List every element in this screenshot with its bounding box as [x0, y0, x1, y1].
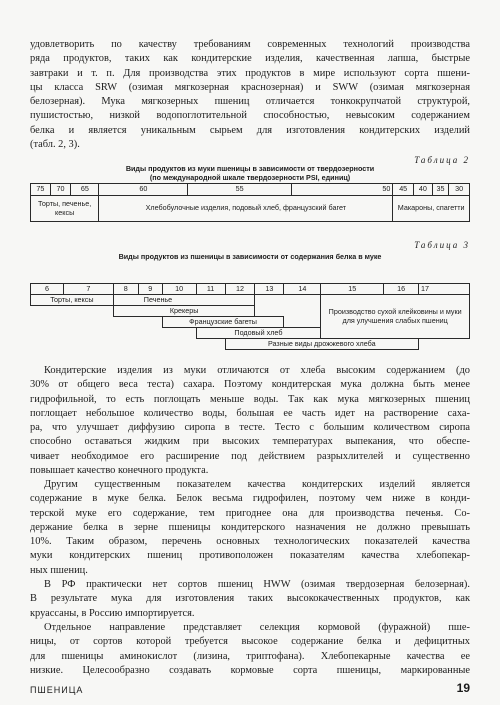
text-line: белозерная). Мука мягкозерных пшениц отличается тонкокрупчатой структурой,	[30, 96, 470, 108]
empty-cell	[31, 317, 163, 328]
table-3-caption: Виды продуктов из пшеницы в зависимости от содержания белка в муке	[118, 252, 382, 261]
header-cell: 60	[99, 184, 188, 196]
header-cell: 45	[393, 184, 414, 196]
table-cell: Торты, кексы	[31, 295, 114, 306]
header-cell: 13	[255, 284, 284, 295]
text-line: муки кондитерских пшениц противоположен показателям качества хлебопекар-	[30, 550, 470, 562]
text-line: ра, что улучшает диффузию сиропа в тесте. Тесто с большим количеством сиропа	[30, 422, 470, 434]
text-line: В РФ практически нет сортов пшениц HWW (озимая твердозерная белозерная).	[44, 579, 470, 590]
header-cell: 30	[449, 184, 470, 196]
table-cell: Хлебобулочные изделия, подовый хлеб, французский багет	[99, 196, 393, 222]
table-2-label: Таблица 2	[414, 155, 470, 165]
text-line: для пшеницы аминокислот (лизина, триптофана). Хлебопекарные качества ее	[30, 650, 470, 662]
table-2-caption	[30, 164, 470, 182]
page-number: 19	[456, 681, 470, 695]
text-line: чивает необходимое его расширение под действием разрыхлителей и существенно	[30, 450, 470, 462]
text-line: терской муке его содержание, тем пригоднее она для производства печенья. Со-	[30, 507, 470, 519]
text-line: (табл. 2, 3).	[30, 139, 80, 151]
header-cell: 15	[321, 284, 384, 295]
paragraph-1	[30, 38, 470, 152]
header-cell: 14	[284, 284, 321, 295]
header-cell: 65	[71, 184, 99, 196]
header-cell: 9	[138, 284, 162, 295]
text-line: ряда продуктов, таких как кондитерские изделия, качественная лапша, быстрые	[30, 53, 470, 65]
running-footer-title: ПШЕНИЦА	[30, 685, 84, 695]
empty-cell	[284, 317, 321, 328]
text-line: В результате мука для изготовления таких высококачественных продуктов, как	[30, 593, 470, 605]
caption-line: Виды продуктов из муки пшеницы в зависимости от твердозерности	[125, 164, 375, 173]
header-cell: 70	[50, 184, 71, 196]
text-line: ных пшениц.	[30, 564, 88, 576]
text-line: содержание в муке белка. Белок весьма гидрофилен, поэтому чем ниже в конди-	[30, 493, 470, 505]
text-line: 30% от общего веса теста) сахара. Поэтому кондитерская мука должна быть менее	[30, 379, 470, 391]
empty-cell	[31, 328, 197, 339]
header-cell: 40	[414, 184, 433, 196]
header-cell: 16	[384, 284, 419, 295]
text-line: Отдельное направление представляет селекция кормовой (фуражной) пше-	[44, 622, 470, 633]
empty-cell	[255, 306, 321, 317]
text-line: Кондитерские изделия из муки отличаются от хлеба высоким содержанием (до	[44, 365, 470, 376]
empty-cell	[31, 339, 226, 350]
table-cell: Крекеры	[113, 306, 255, 317]
text-line: белка и является уникальным сырьем для изготовления кондитерских изделий	[30, 124, 470, 136]
table-cell: Производство сухой клейковины и муки для улучшения слабых пшениц	[321, 295, 470, 339]
table-cell: Печенье	[113, 295, 255, 306]
text-line: цы класса SRW (озимая мягкозерная краснозерная) и SWW (озимая мягкозерная	[30, 81, 470, 93]
paragraph-4	[30, 578, 470, 621]
empty-cell	[255, 295, 321, 306]
header-cell: 12	[225, 284, 255, 295]
header-cell: 55	[188, 184, 292, 196]
text-line: 10%. Таким образом, перечень основных технологических показателей качества	[30, 536, 470, 548]
spacer	[31, 273, 470, 284]
header-cell: 50	[291, 184, 392, 196]
header-cell: 6	[31, 284, 64, 295]
caption-line: (по международной шкале твердозерности PSI, единиц)	[149, 173, 351, 182]
text-line: поглощает небольшое количество воды, большая ее часть идет на растворение саха-	[30, 407, 470, 419]
header-cell: 10	[162, 284, 196, 295]
header-cell: 7	[63, 284, 113, 295]
text-line: способно оставаться жидким при высоких температурах выпекания, что обеспе-	[30, 436, 470, 448]
header-cell: 75	[31, 184, 51, 196]
table-cell: Подовый хлеб	[196, 328, 321, 339]
text-line: повышает качество конечного продукта.	[30, 465, 209, 477]
header-cell: 8	[113, 284, 138, 295]
header-cell: 17	[419, 284, 470, 295]
table-3	[30, 273, 470, 350]
table-3-label: Таблица 3	[414, 240, 470, 250]
paragraph-3	[30, 478, 470, 578]
text-line: ницы, от сортов которой требуется высокое содержание белка и дефицитных	[30, 636, 470, 648]
text-line: Другим существенным показателем качества кондитерских изделий является	[44, 479, 470, 490]
table-cell: Разные виды дрожжевого хлеба	[225, 339, 419, 350]
text-line: завтраки и т. п. Для производства этих продуктов в мире используют сорта пшени-	[30, 67, 470, 79]
text-line: держание белка в зерне пшеницы кондитерского назначения не должно превышать	[30, 521, 470, 533]
table-cell: Французские багеты	[162, 317, 284, 328]
text-line: пушистостью, низкой водопоглотительной способностью, невысоким содержанием	[30, 110, 470, 122]
paragraph-2	[30, 364, 470, 478]
table-cell: Торты, печенье, кексы	[31, 196, 99, 222]
empty-cell	[419, 339, 470, 350]
header-cell: 11	[196, 284, 225, 295]
text-line: низкие. Целесообразно создавать кормовые сорта пшеницы, маркированные	[30, 664, 470, 676]
table-cell: Макароны, спагетти	[393, 196, 470, 222]
text-line: круассаны, в Россию импортируется.	[30, 607, 195, 619]
header-cell: 35	[432, 184, 449, 196]
paragraph-5	[30, 621, 470, 678]
text-line: гидрофильной, то есть поглощать меньше воды. Так как мука мягкозерных пшениц	[30, 393, 470, 405]
empty-cell	[31, 306, 114, 317]
table-2	[30, 183, 470, 222]
text-line: удовлетворить по качеству требованиям современных технологий производства	[30, 39, 470, 50]
